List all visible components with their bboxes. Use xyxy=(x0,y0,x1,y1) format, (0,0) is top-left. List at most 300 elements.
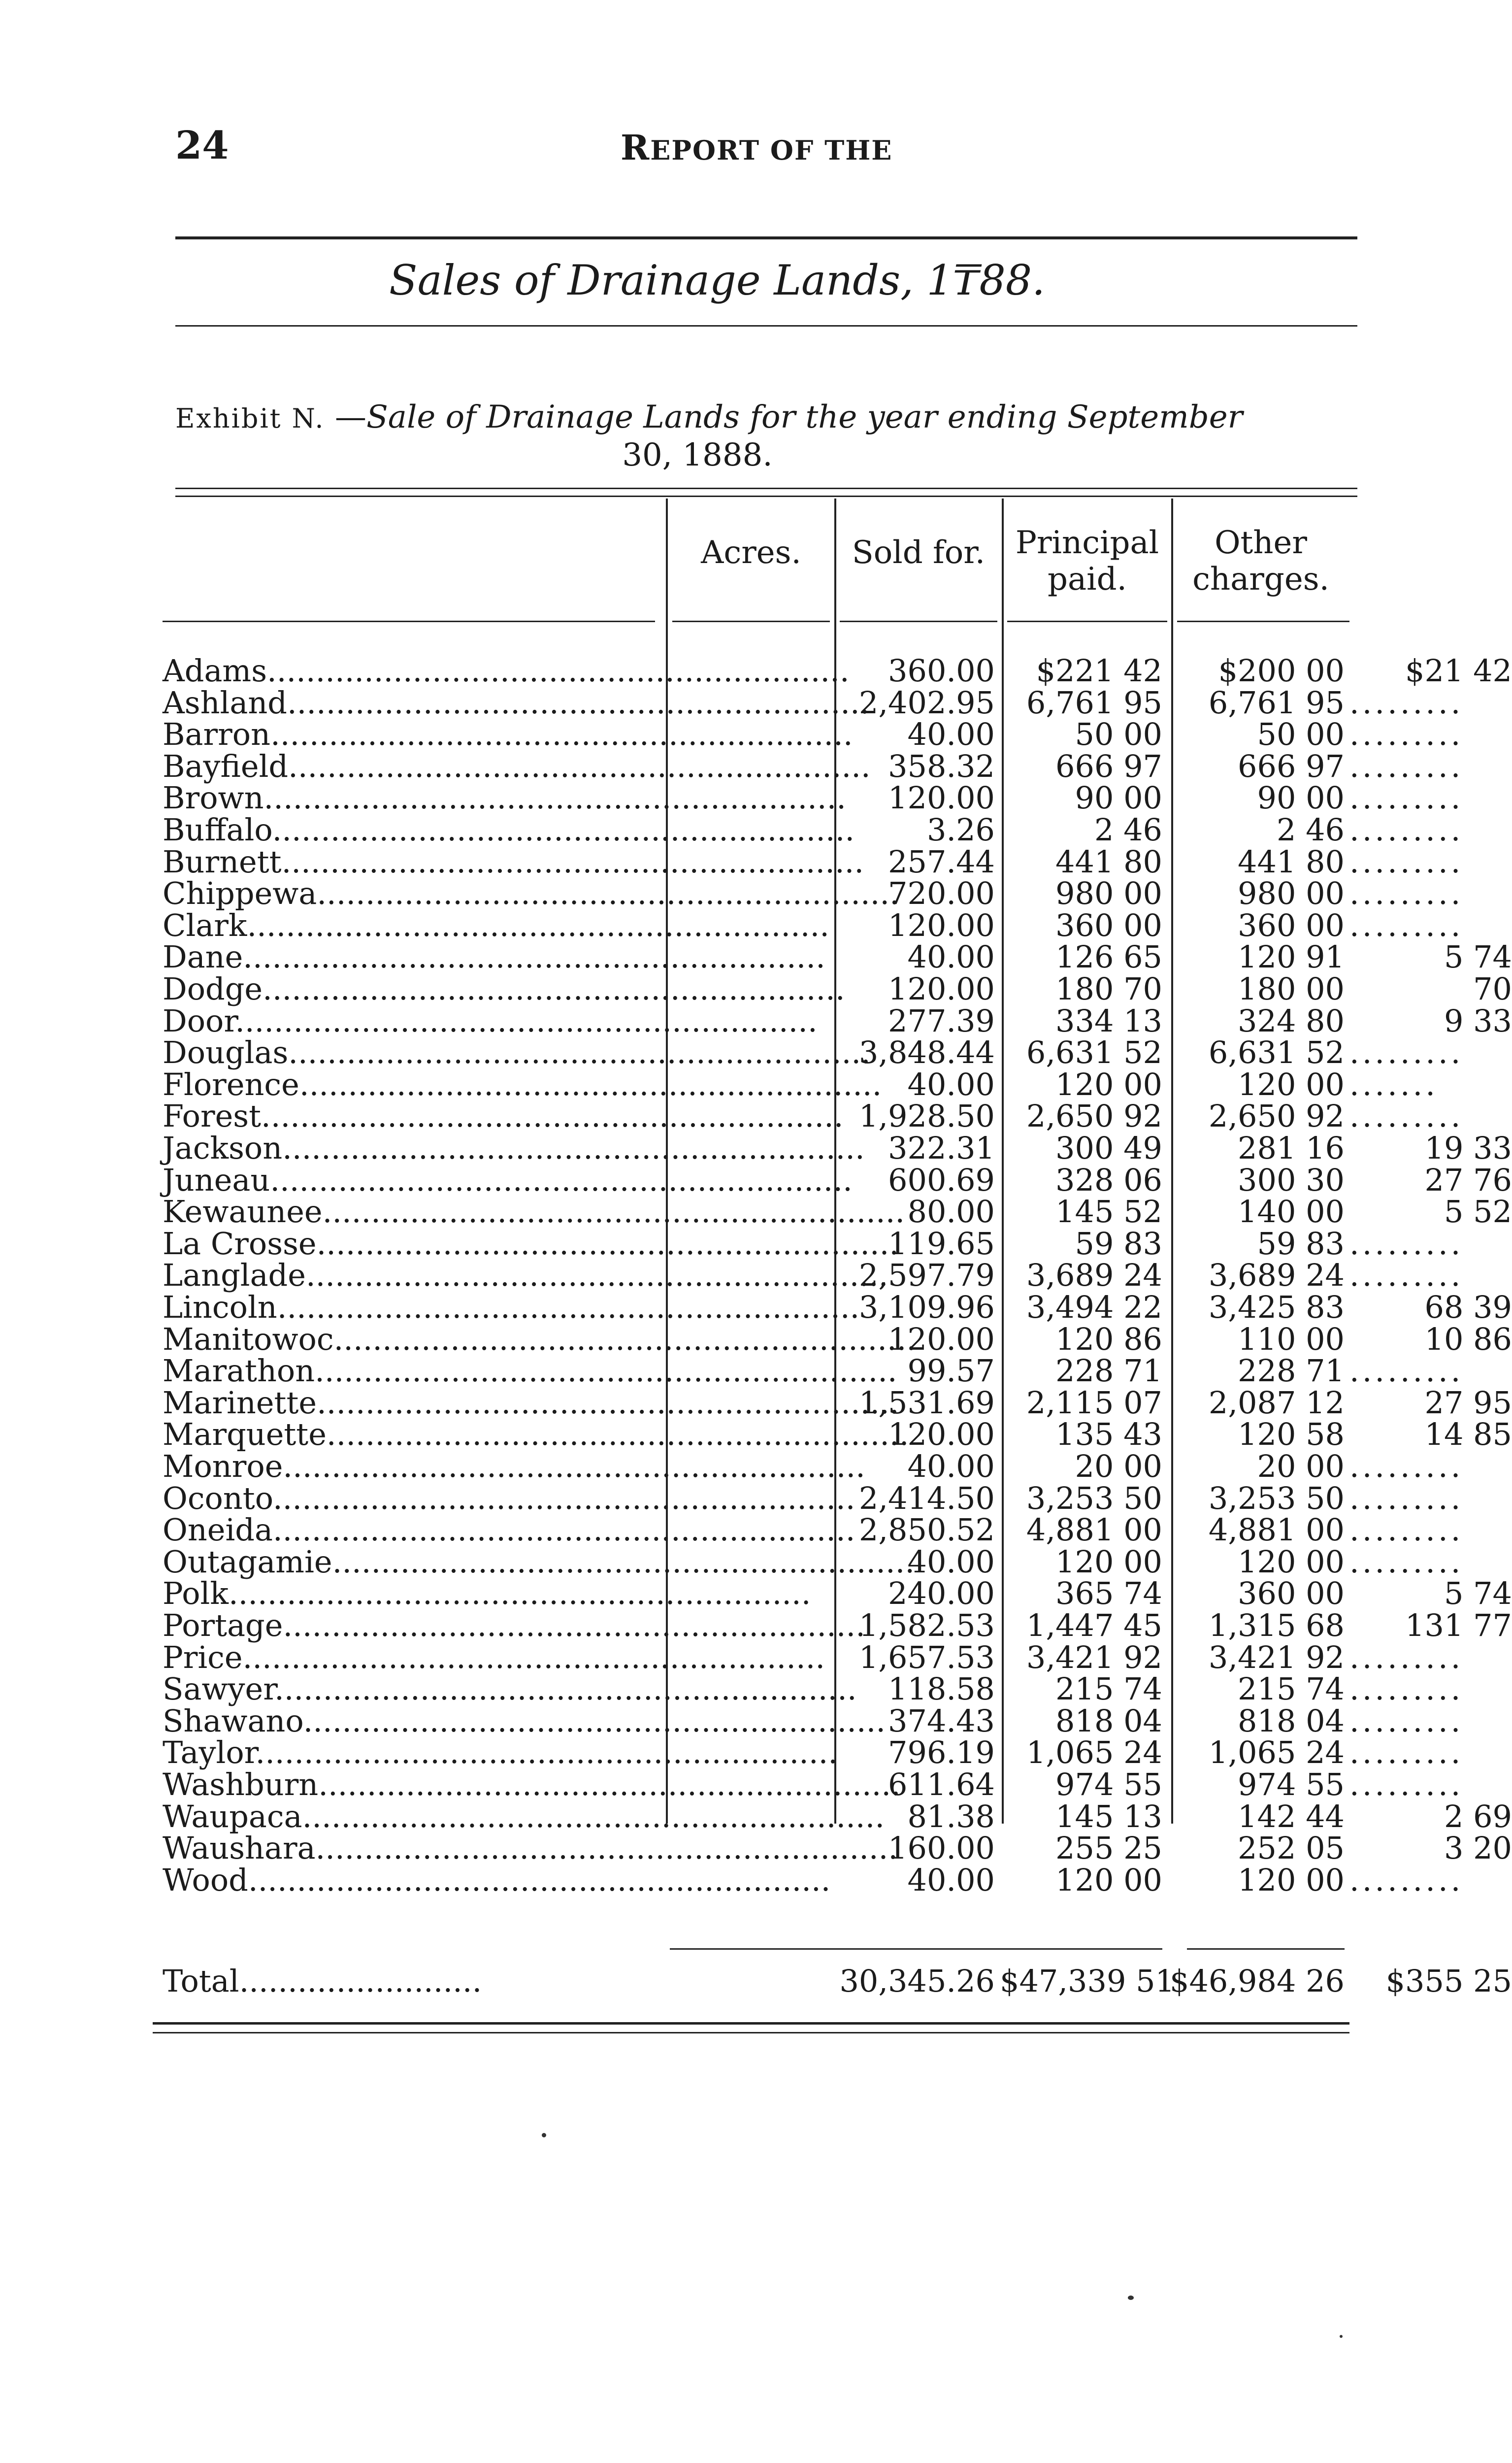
header-underline xyxy=(1177,621,1349,622)
table-row xyxy=(163,1226,1464,1262)
table-row xyxy=(163,1130,1512,1166)
table-row xyxy=(163,1575,1512,1611)
county-name: Polk............................................................ xyxy=(163,1575,811,1611)
table-row xyxy=(163,1098,1464,1134)
acres-value: 1,928.50 xyxy=(858,1098,995,1134)
county-name: Kewaunee............................................................ xyxy=(163,1194,905,1230)
other-charges-value: 19 33 xyxy=(1424,1130,1512,1166)
acres-value: 611.64 xyxy=(888,1766,995,1802)
total-label: Total......................... xyxy=(163,1963,482,1999)
sold-for-value: 120 00 xyxy=(1055,1066,1162,1102)
sold-for-value: 145 13 xyxy=(1055,1798,1162,1834)
print-speck xyxy=(542,2133,546,2137)
principal-value: 1,315 68 xyxy=(1208,1607,1345,1643)
other-charges-value: ....... xyxy=(1349,1066,1438,1102)
table-row xyxy=(163,1544,1464,1580)
other-charges-value: ......... xyxy=(1349,1671,1464,1707)
sold-for-value: 120 00 xyxy=(1055,1544,1162,1580)
acres-value: 81.38 xyxy=(907,1798,995,1834)
table-row xyxy=(163,1671,1464,1707)
county-name: Washburn............................................................ xyxy=(163,1766,901,1802)
principal-value: 1,065 24 xyxy=(1208,1734,1345,1770)
acres-value: 277.39 xyxy=(888,1003,995,1039)
table-row xyxy=(163,1448,1464,1484)
sold-for-value: 980 00 xyxy=(1055,875,1162,911)
principal-value: 980 00 xyxy=(1238,875,1345,911)
acres-value: 3,109.96 xyxy=(858,1289,995,1325)
county-name: Juneau............................................................ xyxy=(163,1162,853,1198)
header-acres: Acres. xyxy=(701,534,801,571)
exhibit-dash: — xyxy=(325,399,366,435)
other-charges-value: ......... xyxy=(1349,907,1464,943)
principal-value: 360 00 xyxy=(1238,907,1345,943)
table-row xyxy=(163,1194,1512,1230)
acres-value: 40.00 xyxy=(907,1448,995,1484)
principal-value: 666 97 xyxy=(1238,748,1345,784)
other-charges-value: 9 33 xyxy=(1444,1003,1512,1039)
leader-dots: ............................................................ xyxy=(267,653,850,689)
other-charges-value: ......... xyxy=(1349,780,1464,816)
leader-dots: ............................................................ xyxy=(270,1162,853,1198)
principal-value: 3,689 24 xyxy=(1208,1257,1345,1293)
leader-dots: ............................................................ xyxy=(248,1862,831,1898)
county-name: Jackson............................................................ xyxy=(163,1130,865,1166)
county-name: Barron............................................................ xyxy=(163,716,853,752)
acres-value: 1,531.69 xyxy=(858,1385,995,1421)
principal-value: 140 00 xyxy=(1238,1194,1345,1230)
principal-value: 324 80 xyxy=(1238,1003,1345,1039)
leader-dots: ............................................................ xyxy=(272,1512,855,1548)
leader-dots: ............................................................ xyxy=(235,1003,818,1039)
acres-value: 99.57 xyxy=(907,1353,995,1389)
leader-dots: ............................................................ xyxy=(282,1130,865,1166)
other-charges-value: ......... xyxy=(1349,1512,1464,1548)
other-charges-value: 131 77 xyxy=(1405,1607,1512,1643)
acres-value: 120.00 xyxy=(888,1321,995,1357)
other-charges-value: 5 52 xyxy=(1444,1194,1512,1230)
leader-dots: ............................................................ xyxy=(247,907,829,943)
subtitle-rule xyxy=(175,325,1357,327)
acres-value: 3,848.44 xyxy=(858,1034,995,1070)
sold-for-value: 4,881 00 xyxy=(1026,1512,1162,1548)
county-name: Monroe............................................................ xyxy=(163,1448,865,1484)
other-charges-value: ......... xyxy=(1349,844,1464,880)
acres-value: 257.44 xyxy=(888,844,995,880)
leader-dots: ......................... xyxy=(239,1963,482,1999)
leader-dots: ............................................................ xyxy=(261,1098,844,1134)
principal-value: 2,650 92 xyxy=(1208,1098,1345,1134)
other-charges-value: ......... xyxy=(1349,1034,1464,1070)
leader-dots: ............................................................ xyxy=(317,1385,899,1421)
sold-for-value: 59 83 xyxy=(1075,1226,1162,1262)
county-name: Buffalo............................................................ xyxy=(163,812,855,848)
leader-dots: ............................................................ xyxy=(316,1226,899,1262)
leader-dots: ............................................................ xyxy=(318,1766,901,1802)
table-row xyxy=(163,1289,1512,1325)
acres-value: 796.19 xyxy=(888,1734,995,1770)
county-name: Burnett............................................................ xyxy=(163,844,864,880)
sold-for-value: 328 06 xyxy=(1055,1162,1162,1198)
principal-value: 3,253 50 xyxy=(1208,1480,1345,1516)
other-charges-value: ......... xyxy=(1349,812,1464,848)
county-name: Sawyer............................................................ xyxy=(163,1671,857,1707)
header-underline xyxy=(163,621,655,622)
other-charges-value: ......... xyxy=(1349,1544,1464,1580)
county-name: Waushara............................................................ xyxy=(163,1830,898,1866)
acres-value: 40.00 xyxy=(907,1066,995,1102)
acres-value: 322.31 xyxy=(888,1130,995,1166)
sold-for-value: 3,253 50 xyxy=(1026,1480,1162,1516)
leader-dots: ............................................................ xyxy=(322,1194,905,1230)
total-acres: 30,345.26 xyxy=(839,1963,995,1999)
county-name: Marathon............................................................ xyxy=(163,1353,897,1389)
other-charges-value: ......... xyxy=(1349,1766,1464,1802)
table-row xyxy=(163,1512,1464,1548)
sold-for-value: 180 70 xyxy=(1055,971,1162,1007)
county-name: Chippewa............................................................ xyxy=(163,875,899,911)
other-charges-value: 14 85 xyxy=(1424,1416,1512,1452)
other-charges-value: ......... xyxy=(1349,1257,1464,1293)
sold-for-value: 120 00 xyxy=(1055,1862,1162,1898)
leader-dots: ............................................................ xyxy=(302,1798,885,1834)
sold-for-value: 145 52 xyxy=(1055,1194,1162,1230)
sold-for-value: 300 49 xyxy=(1055,1130,1162,1166)
header-sold-for: Sold for. xyxy=(852,534,986,571)
leader-dots: ............................................................ xyxy=(272,812,855,848)
running-head xyxy=(621,127,892,168)
sold-for-value: 360 00 xyxy=(1055,907,1162,943)
print-speck xyxy=(1128,2296,1134,2300)
county-name: Forest............................................................ xyxy=(163,1098,844,1134)
other-charges-value: ......... xyxy=(1349,1098,1464,1134)
principal-value: 110 00 xyxy=(1238,1321,1345,1357)
section-subtitle: Sales of Drainage Lands, 1₸88. xyxy=(389,256,1045,304)
county-name: Door............................................................ xyxy=(163,1003,818,1039)
other-charges-value: ......... xyxy=(1349,685,1464,721)
principal-value: 441 80 xyxy=(1238,844,1345,880)
county-name: Brown............................................................ xyxy=(163,780,847,816)
county-name: Manitowoc............................................................ xyxy=(163,1321,917,1357)
acres-value: 118.58 xyxy=(888,1671,995,1707)
page-number: 24 xyxy=(175,123,229,168)
principal-value: 2,087 12 xyxy=(1208,1385,1345,1421)
table-row xyxy=(163,1003,1512,1039)
table-row xyxy=(163,1607,1512,1643)
county-name: La Crosse............................................................ xyxy=(163,1226,899,1262)
principal-value: 50 00 xyxy=(1257,716,1345,752)
principal-value: 20 00 xyxy=(1257,1448,1345,1484)
acres-value: 119.65 xyxy=(888,1226,995,1262)
county-name: Price............................................................ xyxy=(163,1639,825,1675)
table-bottom-rule-2 xyxy=(153,2032,1349,2033)
table-bottom-rule xyxy=(153,2022,1349,2025)
leader-dots: ............................................................ xyxy=(299,1066,882,1102)
acres-value: 720.00 xyxy=(888,875,995,911)
other-charges-value: 27 76 xyxy=(1424,1162,1512,1198)
header-underline xyxy=(1007,621,1167,622)
header-underline xyxy=(840,621,997,622)
leader-dots: ............................................................ xyxy=(281,844,864,880)
county-name: Dane............................................................ xyxy=(163,939,825,975)
sold-for-value: 126 65 xyxy=(1055,939,1162,975)
other-charges-value: 70 xyxy=(1473,971,1512,1007)
leader-dots: ............................................................ xyxy=(243,939,825,975)
leader-dots: ............................................................ xyxy=(242,1639,825,1675)
sold-for-value: 2,650 92 xyxy=(1026,1098,1162,1134)
principal-value: 360 00 xyxy=(1238,1575,1345,1611)
total-principal: $46,984 26 xyxy=(1170,1963,1345,1999)
county-name: Oconto............................................................ xyxy=(163,1480,855,1516)
county-name: Lincoln............................................................ xyxy=(163,1289,860,1325)
principal-value: 90 00 xyxy=(1257,780,1345,816)
print-speck xyxy=(1340,2335,1343,2338)
table-row xyxy=(163,1703,1464,1739)
county-name: Adams............................................................ xyxy=(163,653,850,689)
sold-for-value: 90 00 xyxy=(1075,780,1162,816)
leader-dots: ............................................................ xyxy=(288,748,871,784)
sold-for-value: 334 13 xyxy=(1055,1003,1162,1039)
sold-for-value: 666 97 xyxy=(1055,748,1162,784)
table-row xyxy=(163,875,1464,911)
sold-for-value: 3,421 92 xyxy=(1026,1639,1162,1675)
leader-dots: ............................................................ xyxy=(303,1703,886,1739)
sold-for-value: $221 42 xyxy=(1036,653,1162,689)
principal-value: 3,421 92 xyxy=(1208,1639,1345,1675)
other-charges-value: ......... xyxy=(1349,716,1464,752)
sold-for-value: 120 86 xyxy=(1055,1321,1162,1357)
leader-dots: ............................................................ xyxy=(270,716,853,752)
table-row xyxy=(163,748,1464,784)
other-charges-value: ......... xyxy=(1349,1480,1464,1516)
leader-dots: ............................................................ xyxy=(332,1544,915,1580)
table-row xyxy=(163,812,1464,848)
table-row xyxy=(163,1034,1464,1070)
table-row xyxy=(163,780,1464,816)
other-charges-value: 10 86 xyxy=(1424,1321,1512,1357)
principal-value: 6,631 52 xyxy=(1208,1034,1345,1070)
header-underline xyxy=(672,621,830,622)
principal-value: 120 00 xyxy=(1238,1066,1345,1102)
other-charges-value: 5 74 xyxy=(1444,939,1512,975)
acres-value: 358.32 xyxy=(888,748,995,784)
sold-for-value: 818 04 xyxy=(1055,1703,1162,1739)
table-row xyxy=(163,907,1464,943)
county-name: Wood............................................................ xyxy=(163,1862,831,1898)
running-head-rest: EPORT OF THE xyxy=(650,134,893,166)
header-other-charges: Other charges. xyxy=(1192,525,1329,598)
sold-for-value: 135 43 xyxy=(1055,1416,1162,1452)
running-head-initial: R xyxy=(621,127,651,168)
principal-value: 4,881 00 xyxy=(1208,1512,1345,1548)
acres-value: 160.00 xyxy=(888,1830,995,1866)
table-row xyxy=(163,1416,1512,1452)
exhibit-label: Exhibit N. xyxy=(175,403,325,434)
table-row xyxy=(163,685,1464,721)
principal-value: 228 71 xyxy=(1238,1353,1345,1389)
other-charges-value: ......... xyxy=(1349,1353,1464,1389)
leader-dots: ............................................................ xyxy=(274,1671,857,1707)
principal-value: 2 46 xyxy=(1276,812,1345,848)
county-name: Dodge............................................................ xyxy=(163,971,845,1007)
other-charges-value: ......... xyxy=(1349,875,1464,911)
table-row xyxy=(163,1385,1512,1421)
principal-value: 252 05 xyxy=(1238,1830,1345,1866)
sold-for-value: 974 55 xyxy=(1055,1766,1162,1802)
other-charges-value: 2 69 xyxy=(1444,1798,1512,1834)
principal-value: 6,761 95 xyxy=(1208,685,1345,721)
other-charges-value: 5 74 xyxy=(1444,1575,1512,1611)
sold-for-value: 441 80 xyxy=(1055,844,1162,880)
acres-value: 3.26 xyxy=(926,812,995,848)
principal-value: 142 44 xyxy=(1238,1798,1345,1834)
county-name: Portage............................................................ xyxy=(163,1607,865,1643)
acres-value: 40.00 xyxy=(907,716,995,752)
other-charges-value: 27 95 xyxy=(1424,1385,1512,1421)
county-name: Taylor............................................................ xyxy=(163,1734,838,1770)
leader-dots: ............................................................ xyxy=(277,1289,860,1325)
leader-dots: ............................................................ xyxy=(315,1830,898,1866)
acres-value: 80.00 xyxy=(907,1194,995,1230)
leader-dots: ............................................................ xyxy=(283,1448,865,1484)
table-row xyxy=(163,844,1464,880)
acres-value: 240.00 xyxy=(888,1575,995,1611)
leader-dots: ............................................................ xyxy=(263,971,845,1007)
acres-value: 2,597.79 xyxy=(858,1257,995,1293)
acres-value: 1,582.53 xyxy=(858,1607,995,1643)
table-row xyxy=(163,1734,1464,1770)
sold-for-value: 6,761 95 xyxy=(1026,685,1162,721)
leader-dots: ............................................................ xyxy=(333,1321,917,1357)
leader-dots: ............................................................ xyxy=(263,780,847,816)
sold-for-value: 228 71 xyxy=(1055,1353,1162,1389)
acres-value: 2,850.52 xyxy=(858,1512,995,1548)
principal-value: 281 16 xyxy=(1238,1130,1345,1166)
other-charges-value: 3 20 xyxy=(1444,1830,1512,1866)
leader-dots: ............................................................ xyxy=(315,1353,897,1389)
sold-for-value: 50 00 xyxy=(1075,716,1162,752)
sold-for-value: 3,494 22 xyxy=(1026,1289,1162,1325)
leader-dots: ............................................................ xyxy=(287,685,870,721)
leader-dots: ............................................................ xyxy=(317,875,899,911)
table-row xyxy=(163,1830,1512,1866)
leader-dots: ............................................................ xyxy=(326,1416,909,1452)
total-row xyxy=(163,1963,1512,1999)
principal-value: 59 83 xyxy=(1257,1226,1345,1262)
table-row xyxy=(163,1480,1464,1516)
sold-for-value: 215 74 xyxy=(1055,1671,1162,1707)
acres-value: 374.43 xyxy=(888,1703,995,1739)
county-name: Bayfield............................................................ xyxy=(163,748,871,784)
table-row xyxy=(163,1639,1464,1675)
sold-for-value: 365 74 xyxy=(1055,1575,1162,1611)
table-row xyxy=(163,939,1512,975)
table-row xyxy=(163,1257,1464,1293)
sold-for-value: 1,447 45 xyxy=(1026,1607,1162,1643)
acres-value: 40.00 xyxy=(907,939,995,975)
table-row xyxy=(163,1162,1512,1198)
county-name: Marquette............................................................ xyxy=(163,1416,909,1452)
acres-value: 1,657.53 xyxy=(858,1639,995,1675)
principal-value: 3,425 83 xyxy=(1208,1289,1345,1325)
other-charges-value: ......... xyxy=(1349,1734,1464,1770)
county-name: Ashland............................................................ xyxy=(163,685,870,721)
sold-for-value: 255 25 xyxy=(1055,1830,1162,1866)
county-name: Oneida............................................................ xyxy=(163,1512,855,1548)
county-name: Clark............................................................ xyxy=(163,907,829,943)
exhibit-caption xyxy=(175,399,1357,473)
total-other: $355 25 xyxy=(1385,1963,1512,1999)
county-name: Florence............................................................ xyxy=(163,1066,882,1102)
other-charges-value: ......... xyxy=(1349,1703,1464,1739)
sold-for-value: 2 46 xyxy=(1094,812,1162,848)
acres-value: 600.69 xyxy=(888,1162,995,1198)
exhibit-title: Sale of Drainage Lands for the year ending September xyxy=(366,399,1243,435)
leader-dots: ............................................................ xyxy=(272,1480,855,1516)
leader-dots: ............................................................ xyxy=(228,1575,811,1611)
principal-value: 120 00 xyxy=(1238,1544,1345,1580)
table-row xyxy=(163,716,1464,752)
sold-for-value: 2,115 07 xyxy=(1026,1385,1162,1421)
other-charges-value: ......... xyxy=(1349,1639,1464,1675)
table-row xyxy=(163,971,1512,1007)
other-charges-value: ......... xyxy=(1349,748,1464,784)
county-name: Outagamie............................................................ xyxy=(163,1544,915,1580)
other-charges-value: ......... xyxy=(1349,1448,1464,1484)
acres-value: 120.00 xyxy=(888,971,995,1007)
leader-dots: ............................................................ xyxy=(283,1607,865,1643)
leader-dots: ............................................................ xyxy=(305,1257,888,1293)
table-row xyxy=(163,1353,1464,1389)
sold-for-value: 1,065 24 xyxy=(1026,1734,1162,1770)
principal-value: 818 04 xyxy=(1238,1703,1345,1739)
sold-for-value: 20 00 xyxy=(1075,1448,1162,1484)
leader-dots: ............................................................ xyxy=(255,1734,838,1770)
total-separator xyxy=(670,1948,1162,1950)
table-top-rule-2 xyxy=(175,496,1357,497)
other-charges-value: ......... xyxy=(1349,1226,1464,1262)
county-name: Marinette............................................................ xyxy=(163,1385,899,1421)
sold-for-value: 3,689 24 xyxy=(1026,1257,1162,1293)
table-row xyxy=(163,1766,1464,1802)
table-top-rule xyxy=(175,488,1357,489)
principal-value: 974 55 xyxy=(1238,1766,1345,1802)
table-row xyxy=(163,1066,1438,1102)
other-charges-value: 68 39 xyxy=(1424,1289,1512,1325)
table-row xyxy=(163,1798,1512,1834)
header-principal-paid: Principal paid. xyxy=(1015,525,1159,598)
other-charges-value: $21 42 xyxy=(1405,653,1512,689)
header-rule xyxy=(175,236,1357,239)
acres-value: 40.00 xyxy=(907,1862,995,1898)
acres-value: 2,402.95 xyxy=(858,685,995,721)
principal-value: 120 00 xyxy=(1238,1862,1345,1898)
table-row xyxy=(163,653,1512,689)
principal-value: 300 30 xyxy=(1238,1162,1345,1198)
acres-value: 120.00 xyxy=(888,780,995,816)
county-name: Waupaca............................................................ xyxy=(163,1798,885,1834)
table-row xyxy=(163,1321,1512,1357)
principal-value: 120 58 xyxy=(1238,1416,1345,1452)
leader-dots: ............................................................ xyxy=(288,1034,871,1070)
principal-value: 215 74 xyxy=(1238,1671,1345,1707)
acres-value: 360.00 xyxy=(888,653,995,689)
total-sold-for: $47,339 51 xyxy=(1000,1963,1175,1999)
county-name: Langlade............................................................ xyxy=(163,1257,888,1293)
total-separator xyxy=(1187,1948,1345,1950)
other-charges-value: ......... xyxy=(1349,1862,1464,1898)
principal-value: $200 00 xyxy=(1218,653,1345,689)
table-row xyxy=(163,1862,1464,1898)
